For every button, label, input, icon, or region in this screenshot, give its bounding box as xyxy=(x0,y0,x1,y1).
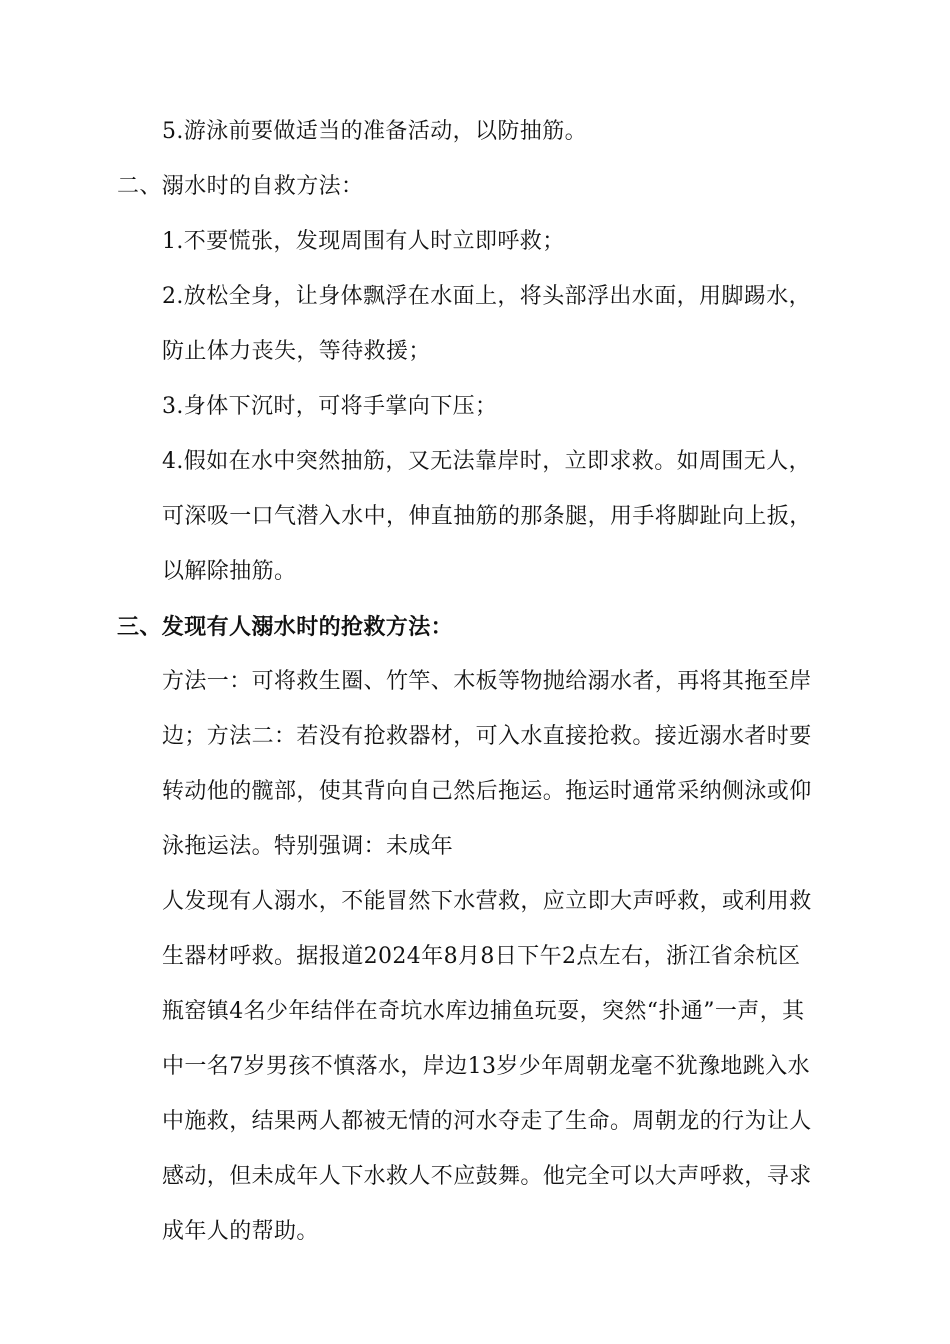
paragraph-line: 人发现有人溺水，不能冒然下水营救，应立即大声呼救，或利用救 xyxy=(162,889,812,914)
paragraph-line: 感动，但未成年人下水救人不应鼓舞。他完全可以大声呼救，寻求 xyxy=(162,1164,812,1189)
list-item-2-continued: 防止体力丧失，等待救援； xyxy=(162,339,431,364)
list-item-5: 5.游泳前要做适当的准备活动，以防抽筋。 xyxy=(162,119,587,144)
paragraph-line: 瓶窑镇4名少年结伴在奇坑水库边捕鱼玩耍，突然“扑通”一声，其 xyxy=(162,999,805,1024)
paragraph-line: 边；方法二：若没有抢救器材，可入水直接抢救。接近溺水者时要 xyxy=(162,724,812,749)
paragraph-line: 成年人的帮助。 xyxy=(162,1219,319,1244)
paragraph-line: 中一名7岁男孩不慎落水，岸边13岁少年周朝龙毫不犹豫地跳入水 xyxy=(162,1054,810,1079)
list-item-4: 4.假如在水中突然抽筋，又无法靠岸时，立即求救。如周围无人， xyxy=(162,449,811,474)
list-item-1: 1.不要慌张，发现周围有人时立即呼救； xyxy=(162,229,565,254)
list-item-4-end: 以解除抽筋。 xyxy=(162,559,297,584)
paragraph-line: 中施救，结果两人都被无情的河水夺走了生命。周朝龙的行为让人 xyxy=(162,1109,812,1134)
list-item-2: 2.放松全身，让身体飘浮在水面上，将头部浮出水面，用脚踢水， xyxy=(162,284,811,309)
section-heading-2: 二、溺水时的自救方法： xyxy=(117,174,364,199)
paragraph-line: 泳拖运法。特别强调：未成年 xyxy=(162,834,454,859)
list-item-3: 3.身体下沉时，可将手掌向下压； xyxy=(162,394,498,419)
paragraph-line: 转动他的髋部，使其背向自己然后拖运。拖运时通常采纳侧泳或仰 xyxy=(162,779,812,804)
paragraph-line: 生器材呼救。据报道2024年8月8日下午2点左右，浙江省余杭区 xyxy=(162,944,801,969)
paragraph-line: 方法一：可将救生圈、竹竿、木板等物抛给溺水者，再将其拖至岸 xyxy=(162,669,812,694)
list-item-4-continued: 可深吸一口气潜入水中，伸直抽筋的那条腿，用手将脚趾向上扳， xyxy=(162,504,812,529)
section-heading-3: 三、发现有人溺水时的抢救方法： xyxy=(117,614,454,640)
